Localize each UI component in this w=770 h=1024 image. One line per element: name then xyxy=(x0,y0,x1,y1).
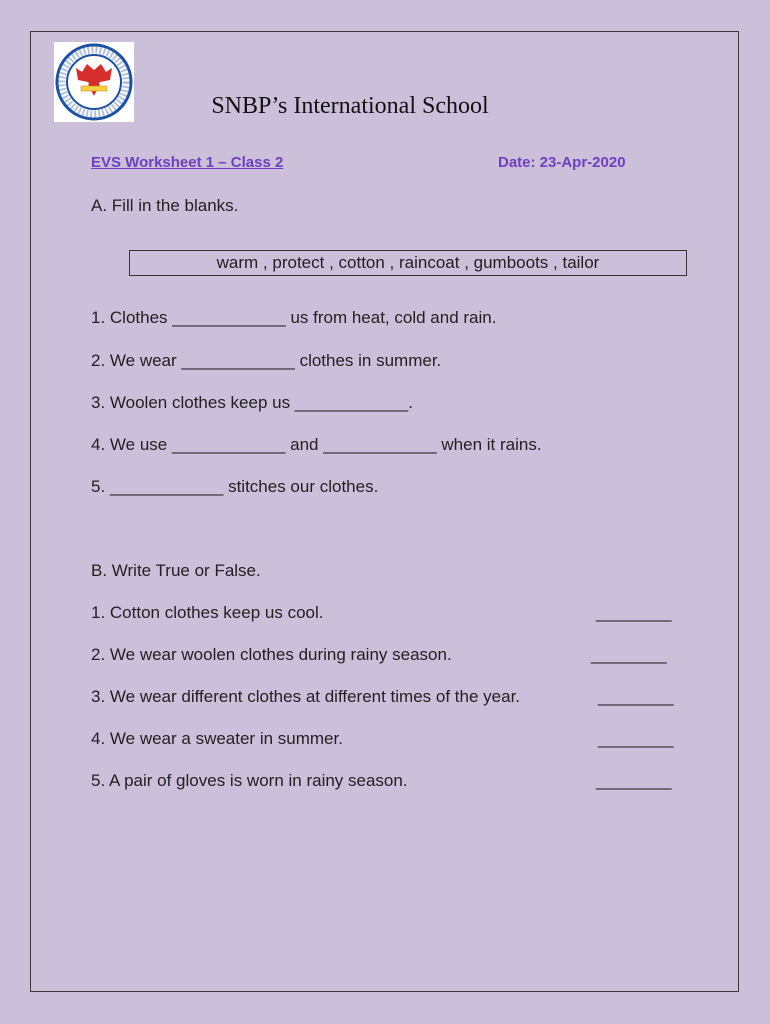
fill-blank-question: 3. Woolen clothes keep us ____________. xyxy=(91,393,413,412)
section-b-heading: B. Write True or False. xyxy=(91,561,261,580)
true-false-question: 4. We wear a sweater in summer. xyxy=(91,729,343,748)
fill-blank-question: 5. ____________ stitches our clothes. xyxy=(91,477,379,496)
true-false-answer-blank: ________ xyxy=(598,729,674,748)
fill-blank-question: 4. We use ____________ and ____________ when it rains. xyxy=(91,435,542,454)
true-false-answer-blank: ________ xyxy=(596,603,672,622)
true-false-answer-blank: ________ xyxy=(598,687,674,706)
worksheet-title: EVS Worksheet 1 – Class 2 xyxy=(91,154,284,171)
true-false-answer-blank: ________ xyxy=(591,645,667,664)
fill-blank-question: 2. We wear ____________ clothes in summer. xyxy=(91,351,442,370)
worksheet-page xyxy=(30,31,739,992)
word-bank-box: warm , protect , cotton , raincoat , gumboots , tailor xyxy=(129,250,687,276)
section-a-heading: A. Fill in the blanks. xyxy=(91,196,239,215)
true-false-question: 3. We wear different clothes at different times of the year. xyxy=(91,687,521,706)
true-false-question: 5. A pair of gloves is worn in rainy season. xyxy=(91,771,408,790)
fill-blank-question: 1. Clothes ____________ us from heat, cold and rain. xyxy=(91,308,497,327)
school-name: SNBP’s International School xyxy=(211,93,489,119)
true-false-answer-blank: ________ xyxy=(596,771,672,790)
true-false-question: 2. We wear woolen clothes during rainy season. xyxy=(91,645,452,664)
true-false-question: 1. Cotton clothes keep us cool. xyxy=(91,603,324,622)
worksheet-date: Date: 23-Apr-2020 xyxy=(498,154,626,171)
